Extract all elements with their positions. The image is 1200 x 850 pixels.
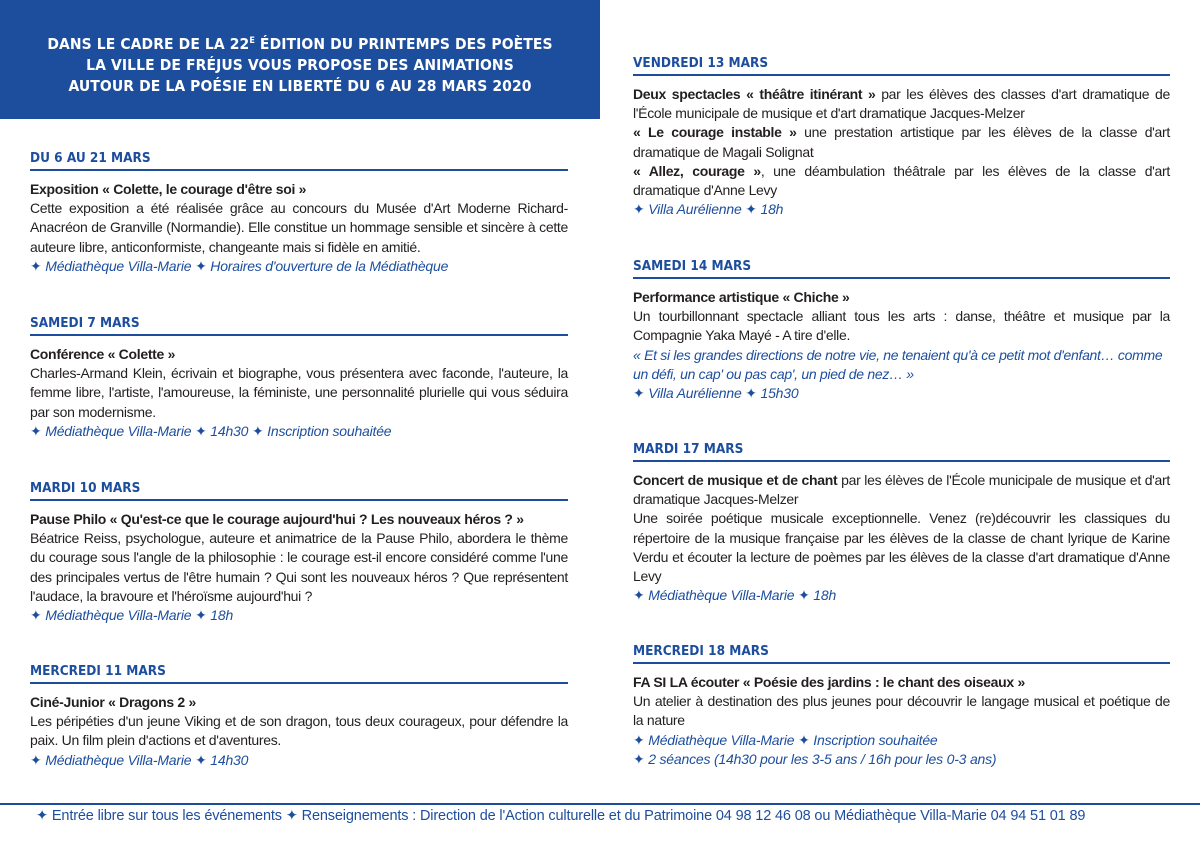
footer-contact: Renseignements : Direction de l'Action culturelle et du Patrimoine 04 98 12 46 08 ou Médiathèque Villa-Marie 04 94 51 01 89: [301, 808, 1086, 824]
event-sessions: 2 séances (14h30 pour les 3-5 ans / 16h pour les 0-3 ans): [648, 750, 997, 767]
star-bullet-icon: ✦: [745, 201, 757, 218]
star-bullet-icon: ✦: [285, 808, 298, 824]
event-fa-si-la: [633, 643, 1170, 769]
event-time: 18h: [813, 587, 837, 604]
event-venue: Médiathèque Villa-Marie: [45, 257, 192, 274]
event-venue: Villa Aurélienne: [648, 385, 742, 402]
star-bullet-icon: ✦: [36, 808, 48, 824]
event-paragraph: [633, 471, 1170, 509]
star-bullet-icon: ✦: [195, 607, 207, 624]
star-bullet-icon: ✦: [30, 607, 42, 624]
star-bullet-icon: ✦: [195, 751, 207, 768]
event-venue: Médiathèque Villa-Marie: [45, 422, 192, 439]
event-description: Un atelier à destination des plus jeunes pour découvrir le langage musical et poétique de la nature: [633, 693, 1170, 729]
event-description: une prestation artistique par les élèves de la classe d'art dramatique de Magali Solignat: [633, 124, 1170, 160]
event-subtitle: « Le courage instable »: [633, 124, 797, 141]
header-banner: [0, 0, 600, 119]
star-bullet-icon: ✦: [798, 731, 810, 748]
event-quote: « Et si les grandes directions de notre vie, ne tenaient qu'à ce petit mot d'enfant… comme un défi, un cap' ou pas cap', un pied de nez… »: [633, 346, 1163, 382]
event-paragraph: [633, 123, 1170, 161]
event-info: [633, 731, 1170, 750]
event-conference-colette: [30, 315, 568, 441]
event-date: MERCREDI 11 MARS: [30, 663, 568, 684]
event-theatre-itinerant: [633, 55, 1170, 219]
banner-line-3: AUTOUR DE LA POÉSIE EN LIBERTÉ DU 6 AU 28 MARS 2020: [68, 76, 532, 95]
event-venue: Médiathèque Villa-Marie: [648, 587, 795, 604]
event-venue: Villa Aurélienne: [648, 201, 742, 218]
footer-divider: [0, 803, 1200, 805]
event-hours: Horaires d'ouverture de la Médiathèque: [210, 257, 449, 274]
event-info: [30, 751, 568, 770]
event-info: [633, 384, 1170, 403]
event-description: par les élèves des classes d'art dramatique de l'École municipale de musique et d'art dramatique Jacques-Melzer: [633, 86, 1170, 122]
event-date: MARDI 10 MARS: [30, 480, 568, 501]
event-venue: Médiathèque Villa-Marie: [648, 731, 795, 748]
star-bullet-icon: ✦: [633, 587, 645, 604]
event-concert: [633, 441, 1170, 605]
event-performance-chiche: [633, 258, 1170, 403]
event-title: Conférence « Colette »: [30, 346, 176, 362]
star-bullet-icon: ✦: [633, 750, 645, 767]
event-description: Charles-Armand Klein, écrivain et biographe, vous présentera avec faconde, l'auteure, la femme libre, l'artiste, l'amoureuse, la féministe, une personnalité plurielle qui vous séduira par son modernisme.: [30, 365, 568, 420]
star-bullet-icon: ✦: [30, 751, 42, 768]
event-time: 18h: [760, 201, 784, 218]
footer-info: [36, 808, 1170, 830]
event-title: Deux spectacles « théâtre itinérant »: [633, 86, 876, 102]
event-registration: Inscription souhaitée: [267, 422, 392, 439]
event-registration: Inscription souhaitée: [813, 731, 938, 748]
banner-line-1: DANS LE CADRE DE LA $22^E$ ÉDITION DU PRINTEMPS DES POÈTES: [47, 34, 553, 53]
event-time: 18h: [210, 607, 234, 624]
event-exposition-colette: [30, 150, 568, 276]
event-date: DU 6 AU 21 MARS: [30, 150, 568, 171]
event-info: [30, 257, 568, 276]
event-description: Cette exposition a été réalisée grâce au concours du Musée d'Art Moderne Richard-Anacréon de Granville (Normandie). Elle constitue un hommage sensible et sincère à cette auteure libre, anticonformiste, changeante mais si fidèle en amitié.: [30, 200, 568, 255]
star-bullet-icon: ✦: [633, 385, 645, 402]
event-info: [30, 422, 568, 441]
star-bullet-icon: ✦: [633, 731, 645, 748]
event-subtitle: « Allez, courage »: [633, 162, 761, 179]
event-description: Une soirée poétique musicale exceptionnelle. Venez (re)découvrir les classiques du répertoire de la musique française par les élèves de la classe de chant lyrique de Karine Verdu et écouter la lecture de poèmes par les élèves de la classe d'art dramatique d'Anne Levy: [633, 510, 1170, 585]
event-description: Les péripéties d'un jeune Viking et de son dragon, tous deux courageux, pour défendre la paix. Un film plein d'actions et d'aventures.: [30, 713, 568, 749]
event-title: Concert de musique et de chant: [633, 472, 838, 488]
event-info-sessions: [633, 750, 1170, 769]
event-title: Exposition « Colette, le courage d'être soi »: [30, 181, 307, 197]
event-info: [633, 200, 1170, 219]
event-venue: Médiathèque Villa-Marie: [45, 607, 192, 624]
event-title: FA SI LA écouter « Poésie des jardins : le chant des oiseaux »: [633, 674, 1025, 690]
event-date: SAMEDI 14 MARS: [633, 258, 1170, 279]
event-venue: Médiathèque Villa-Marie: [45, 751, 192, 768]
event-info: [633, 586, 1170, 605]
event-date: MERCREDI 18 MARS: [633, 643, 1170, 664]
event-paragraph: [633, 162, 1170, 200]
star-bullet-icon: ✦: [251, 422, 264, 439]
event-date: MARDI 17 MARS: [633, 441, 1170, 462]
star-bullet-icon: ✦: [633, 201, 645, 218]
event-pause-philo: [30, 480, 568, 625]
event-time: 14h30: [210, 751, 249, 768]
event-title: Ciné-Junior « Dragons 2 »: [30, 694, 196, 710]
event-time: 15h30: [760, 385, 799, 402]
star-bullet-icon: ✦: [195, 422, 207, 439]
star-bullet-icon: ✦: [798, 587, 810, 604]
event-info: [30, 606, 568, 625]
event-time: 14h30: [210, 422, 249, 439]
star-bullet-icon: ✦: [30, 422, 42, 439]
event-description: Un tourbillonnant spectacle alliant tous les arts : danse, théâtre et musique par la Compagnie Yaka Mayé - A tire d'elle.: [633, 308, 1170, 344]
event-title: Performance artistique « Chiche »: [633, 289, 850, 305]
footer-free-entry: Entrée libre sur tous les événements: [51, 808, 282, 824]
event-title: Pause Philo « Qu'est-ce que le courage aujourd'hui ? Les nouveaux héros ? »: [30, 511, 524, 527]
event-cine-junior: [30, 663, 568, 770]
event-description: Béatrice Reiss, psychologue, auteure et animatrice de la Pause Philo, abordera le thème du courage sous l'angle de la philosophie : le courage est-il encore considéré comme l'une des principales vertus de l'être humain ? Qui sont les nouveaux héros ? Que représentent l'audace, la bravoure et l'héroïsme aujourd'hui ?: [30, 530, 568, 604]
star-bullet-icon: ✦: [745, 385, 757, 402]
banner-line-2: LA VILLE DE FRÉJUS VOUS PROPOSE DES ANIMATIONS: [86, 55, 514, 74]
event-date: SAMEDI 7 MARS: [30, 315, 568, 336]
star-bullet-icon: ✦: [195, 257, 207, 274]
event-description: , une déambulation théâtrale par les élèves de la classe d'art dramatique d'Anne Levy: [633, 162, 1170, 199]
event-paragraph: [633, 85, 1170, 123]
event-date: VENDREDI 13 MARS: [633, 55, 1170, 76]
event-title-tail: par les élèves de l'École municipale de musique et d'art dramatique Jacques-Melzer: [633, 472, 1170, 508]
star-bullet-icon: ✦: [30, 257, 42, 274]
